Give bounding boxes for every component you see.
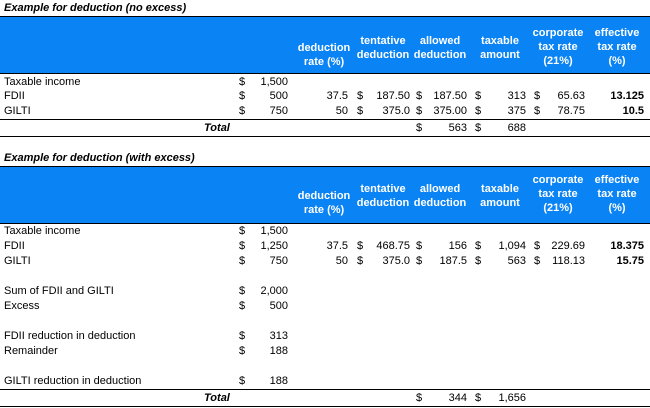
deduction-rate-cell: 50 [335, 105, 348, 117]
header-effective-tax-rate: effective tax rate (%) [594, 27, 640, 67]
header-tentative-deduction: tentative deduction [356, 183, 410, 209]
dollar-sign: $ [239, 225, 246, 237]
table1-divider [0, 119, 650, 120]
tentative-deduction-cell: 468.75 [376, 240, 410, 252]
effective-tax-rate-cell: 15.75 [616, 255, 644, 267]
total-label: Total [204, 392, 230, 404]
tentative-deduction-cell: 375.0 [382, 105, 410, 117]
allowed-deduction-cell: 187.5 [439, 255, 467, 267]
effective-tax-rate-cell: 13.125 [610, 90, 644, 102]
dollar-sign: $ [475, 122, 482, 134]
amount-cell: 500 [269, 90, 288, 102]
dollar-sign: $ [534, 255, 541, 267]
total-taxable-amount: 1,656 [498, 392, 526, 404]
deduction-rate-cell: 37.5 [326, 90, 348, 102]
allowed-deduction-cell: 375.00 [433, 105, 467, 117]
header-allowed-deduction: allowed deduction [413, 183, 467, 209]
header-deduction-rate: deduction rate (%) [297, 190, 351, 216]
amount-cell: 188 [269, 375, 288, 387]
dollar-sign: $ [239, 300, 246, 312]
total-underline [0, 406, 650, 407]
header-corporate-tax-rate: corporate tax rate (21%) [532, 27, 584, 67]
dollar-sign: $ [475, 255, 482, 267]
taxable-amount-cell: 1,094 [498, 240, 526, 252]
dollar-sign: $ [239, 345, 246, 357]
row-label: Taxable income [4, 76, 81, 88]
row-label: GILTI [4, 105, 31, 117]
corporate-tax-cell: 78.75 [557, 105, 585, 117]
row-label: Taxable income [4, 225, 81, 237]
effective-tax-rate-cell: 18.375 [610, 240, 644, 252]
row-label: FDII [4, 90, 25, 102]
dollar-sign: $ [475, 392, 482, 404]
dollar-sign: $ [475, 240, 482, 252]
dollar-sign: $ [239, 76, 246, 88]
dollar-sign: $ [239, 105, 246, 117]
corporate-tax-cell: 118.13 [552, 255, 585, 267]
tentative-deduction-cell: 375.0 [382, 255, 410, 267]
amount-cell: 2,000 [260, 285, 288, 297]
dollar-sign: $ [239, 255, 246, 267]
dollar-sign: $ [416, 392, 423, 404]
dollar-sign: $ [534, 90, 541, 102]
dollar-sign: $ [239, 90, 246, 102]
total-allowed-deduction: 344 [448, 392, 467, 404]
header-taxable-amount: taxable amount [480, 35, 520, 61]
allowed-deduction-cell: 187.50 [433, 90, 467, 102]
dollar-sign: $ [357, 90, 364, 102]
row-label: GILTI [4, 255, 31, 267]
dollar-sign: $ [357, 240, 364, 252]
deduction-rate-cell: 50 [335, 255, 348, 267]
corporate-tax-cell: 229.69 [551, 240, 585, 252]
row-label: FDII [4, 240, 25, 252]
dollar-sign: $ [534, 105, 541, 117]
total-underline [0, 136, 650, 137]
dollar-sign: $ [239, 285, 246, 297]
dollar-sign: $ [475, 90, 482, 102]
dollar-sign: $ [416, 122, 423, 134]
amount-cell: 1,250 [260, 240, 288, 252]
effective-tax-rate-cell: 10.5 [622, 105, 644, 117]
dollar-sign: $ [416, 255, 423, 267]
header-allowed-deduction: allowed deduction [413, 35, 467, 61]
amount-cell: 750 [269, 105, 288, 117]
amount-cell: 500 [269, 300, 288, 312]
dollar-sign: $ [416, 90, 423, 102]
table1-title: Example for deduction (no excess) [4, 2, 187, 14]
table2-divider [0, 389, 650, 390]
total-label: Total [204, 122, 230, 134]
amount-cell: 313 [269, 330, 288, 342]
allowed-deduction-cell: 156 [448, 240, 467, 252]
row-label: FDII reduction in deduction [4, 330, 136, 342]
dollar-sign: $ [239, 240, 246, 252]
header-effective-tax-rate: effective tax rate (%) [594, 174, 640, 214]
amount-cell: 188 [269, 345, 288, 357]
table2-title: Example for deduction (with excess) [4, 152, 195, 164]
amount-cell: 1,500 [260, 225, 288, 237]
dollar-sign: $ [239, 375, 246, 387]
row-label: Remainder [4, 345, 58, 357]
table2-header-bar [0, 166, 650, 224]
taxable-amount-cell: 375 [507, 105, 526, 117]
total-allowed-deduction: 563 [448, 122, 467, 134]
taxable-amount-cell: 563 [507, 255, 526, 267]
row-label: GILTI reduction in deduction [4, 375, 142, 387]
dollar-sign: $ [534, 240, 541, 252]
header-taxable-amount: taxable amount [480, 183, 520, 209]
deduction-rate-cell: 37.5 [326, 240, 348, 252]
dollar-sign: $ [416, 240, 423, 252]
row-label: Excess [4, 300, 40, 312]
table1-header-bar [0, 16, 650, 74]
total-taxable-amount: 688 [507, 122, 526, 134]
corporate-tax-cell: 65.63 [557, 90, 585, 102]
amount-cell: 750 [269, 255, 288, 267]
taxable-amount-cell: 313 [507, 90, 526, 102]
dollar-sign: $ [416, 105, 423, 117]
dollar-sign: $ [357, 105, 364, 117]
header-deduction-rate: deduction rate (%) [297, 42, 351, 68]
header-corporate-tax-rate: corporate tax rate (21%) [532, 174, 584, 214]
amount-cell: 1,500 [260, 76, 288, 88]
header-tentative-deduction: tentative deduction [356, 35, 410, 61]
dollar-sign: $ [357, 255, 364, 267]
row-label: Sum of FDII and GILTI [4, 285, 114, 297]
dollar-sign: $ [239, 330, 246, 342]
tentative-deduction-cell: 187.50 [376, 90, 410, 102]
dollar-sign: $ [475, 105, 482, 117]
